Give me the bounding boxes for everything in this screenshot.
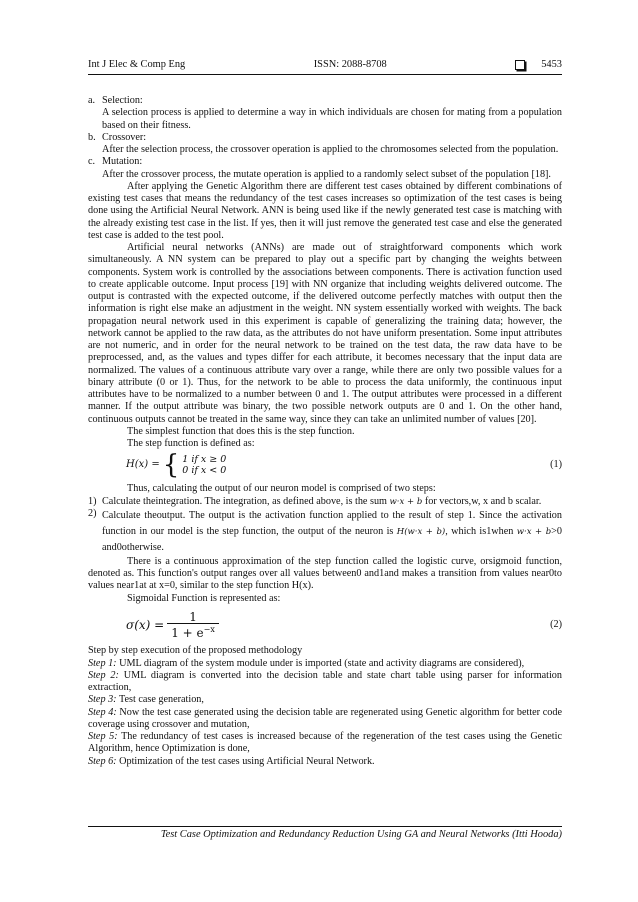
eq1-lhs: H(x) = [126,459,160,471]
paragraph-ann: Artificial neural networks (ANNs) are made out of straightforward components which work simultaneously. A NN system can be prepared to play out a specific part by changing the weights between components. System work is controlled by the associations between components. There is activation function used to create applicable outcome. Input process [19] with NN organize that including weights delivered outcome. The output is contrasted with the expected outcome, if the delivered outcome perfectly matches with output then the information is right else make an adjustment in the weight. NN system essentially worked with weights. The back propagation neural network used in this experiment is capable of generalizing the training data; however, the network cannot be applied to the raw data, as the attributes do not have uniform presentation. Some input attributes are not numeric, and in order for the neural network to be trained on the test data, the raw data have to be preprocessed, and, as the values and types differ for each attribute, it becomes necessary that the input data are normalized. The values of a continuous attribute vary over a range, while there are only two possible values for a binary attribute (0 or 1). Thus, for the network to be able to process the data uniformly, the continuous input attributes have to be normalized to a number between 0 and 1. The output attributes were processed in a different manner. If the output attribute was binary, the two possible network outputs are 0 and 1. On the other hand, continuous outputs cannot be treated in the same way, since they can take an unlimited number of values [20]. [88,242,562,425]
method-intro: Step by step execution of the proposed methodology [88,645,303,657]
list-item: a. Selection: A selection process is applied to determine a way in which individuals are chosen for mating from a population based on their fitness. [88,95,562,131]
list-item: c. Mutation: After the crossover process, the mutate operation is applied to a randomly select subset of the population [18]. [88,156,551,180]
equation-1 [126,450,562,481]
line-step-defined: The step function is defined as: [127,438,255,449]
running-footer [88,826,562,841]
footer-title: Test Case Optimization and Redundancy Reduction Using GA and Neural Networks (Itti Hooda) [160,829,562,840]
output-expr: H(w·x + b) [396,526,446,537]
checkbox-icon [515,60,525,70]
brace-icon: { [162,450,180,481]
page-number: 5453 [541,58,562,70]
list-item: 2) Calculate theoutput. The output is the activation function applied to the result of step 1. Since the activation function in our model is the step function, the output of the neuron is H(w·x + b), which is1when w·x + b>0 and0otherwise. [88,507,562,553]
line-simplest: The simplest function that does this is the step function. [127,425,355,437]
article-body [88,95,562,768]
eq2-denominator: 1 + e [171,626,204,640]
running-header [88,58,562,72]
eq1-case1: 1 if x ≥ 0 [182,454,227,466]
header-rule [88,74,562,75]
eq2-number: (2) [550,618,562,630]
condition-expr: w·x + b [516,526,552,537]
vector-sum-expr: w·x + b [389,496,423,507]
list-item: b. Crossover: After the selection process, the crossover operation is applied to the chromosomes selected from the population. [88,131,559,155]
list-item: 1) Calculate theintegration. The integration, as defined above, is the sum w·x + b for vectors,w, x and b scalar. [88,495,542,507]
footer-rule [88,826,562,827]
method-step: Step 1: UML diagram of the system module under is imported (state and activity diagrams are considered), [88,657,525,669]
line-sigmoidal: Sigmoidal Function is represented as: [127,592,281,604]
eq1-number: (1) [550,459,562,471]
page-content [88,58,562,768]
issn: ISSN: 2088-8708 [313,58,387,70]
paragraph-ga: After applying the Genetic Algorithm there are different test cases obtained by different combinations of existing test cases that means the redundancy of the test cases increases so optimization of the test cases is being done using the Artificial Neural Network. ANN is being used like if the newly generated test case is matching with the already existing test case in the list. If yes, then it will just remove the generated test case and else the generated test case is added to the test pool. [88,180,562,241]
eq2-numerator: 1 [189,609,197,624]
line-thus: Thus, calculating the output of our neuron model is comprised of two steps: [127,483,436,495]
method-step: Step 4: Now the test case generated using the decision table are regenerated using Genetic algorithm for better code coverage using crossover and mutation, [88,706,562,730]
eq2-lhs: σ(x) = [126,617,165,632]
eq2-exponent: −x [203,625,215,634]
method-step: Step 2: UML diagram is converted into the decision table and state chart table using parser for information extraction, [88,669,562,693]
method-step: Step 5: The redundancy of test cases is increased because of the regeneration of the test cases using the Genetic Algorithm, hence Optimization is done, [88,731,562,755]
paragraph-sigmoid: There is a continuous approximation of the step function called the logistic curve, orsigmoid function, denoted as. This function's output ranges over all values between0 and1and makes a transition from values near0to values near1at at x=0, similar to the step function H(x). [88,555,562,592]
journal-name: Int J Elec & Comp Eng [88,58,186,70]
eq1-case2: 0 if x < 0 [182,465,227,477]
method-step: Step 3: Test case generation, [88,694,204,706]
equation-2 [126,611,562,640]
method-step: Step 6: Optimization of the test cases using Artificial Neural Network. [88,755,375,767]
